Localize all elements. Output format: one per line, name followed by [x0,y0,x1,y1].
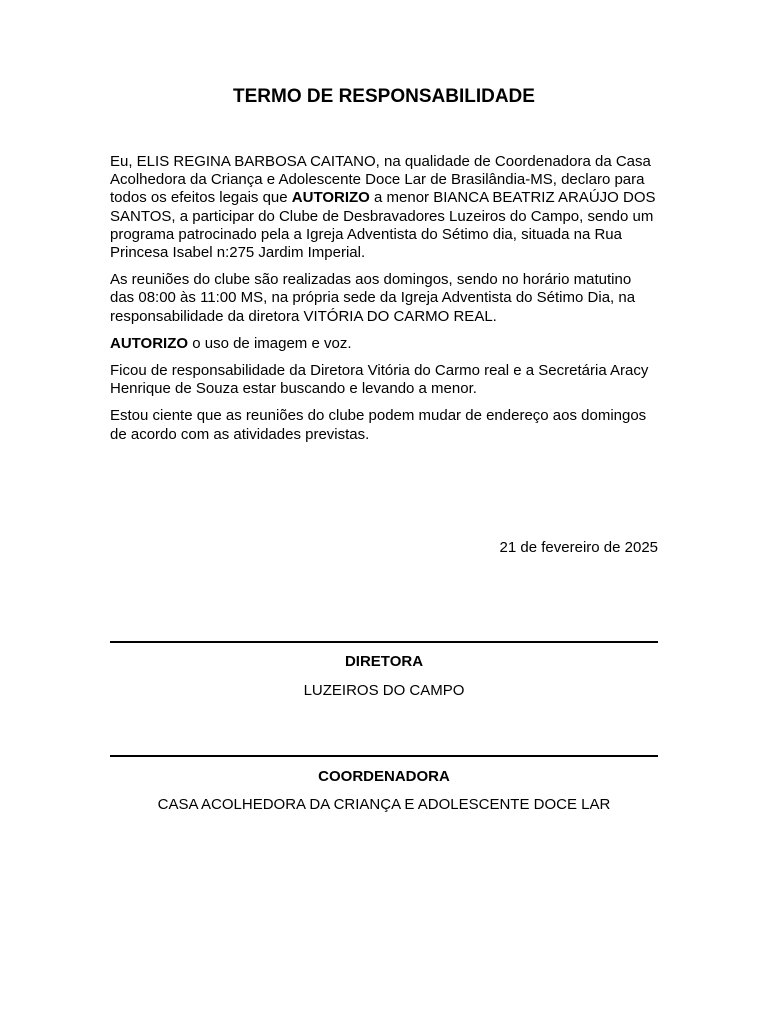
signature-role-director: DIRETORA [344,653,424,670]
document-date: 21 de fevereiro de 2025 [499,539,658,556]
signature-org-director: LUZEIROS DO CAMPO [303,682,465,699]
paragraph-responsibility: Ficou de responsabilidade da Diretora Vitória do Carmo real e a Secretária Aracy Henrique de Souza estar buscando e levando a menor. [110,362,649,398]
paragraph-meetings: As reuniões do clube são realizadas aos domingos, sendo no horário matutino das 08:00 às 11:00 MS, na própria sede da Igreja Adventista do Sétimo Dia, na responsabilidade da diretora VITÓRIA DO CARMO REAL. [110,271,636,325]
document-title: TERMO DE RESPONSABILIDADE [233,86,535,107]
signature-org-coordinator: CASA ACOLHEDORA DA CRIANÇA E ADOLESCENTE DOCE LAR [157,796,611,813]
signature-line-director [110,641,658,643]
paragraph-image-authorization [110,335,658,353]
paragraph-declaration [110,153,658,262]
signature-role-coordinator: COORDENADORA [318,768,450,785]
declaration-authorize-bold: AUTORIZO [291,189,370,207]
paragraph-address-change: Estou ciente que as reuniões do clube podem mudar de endereço aos domingos de acordo com as atividades previstas. [110,407,647,443]
declaration-text-part2: a menor BIANCA BEATRIZ ARAÚJO DOS SANTOS, a participar do Clube de Desbravadores Luzeiros do Campo, sendo um programa patrocinado pela a Igreja Adventista do Sétimo dia, situada na Rua Princesa Isabel n:275 Jardim Imperial. [110,189,656,262]
signature-line-coordinator [110,755,658,757]
image-authorize-bold: AUTORIZO [110,334,189,352]
image-authorize-text: o uso de imagem e voz. [188,334,352,352]
declaration-text-part1: Eu, ELIS REGINA BARBOSA CAITANO, na qualidade de Coordenadora da Casa Acolhedora da Criança e Adolescente Doce Lar de Brasilândia-MS, declaro para todos os efeitos legais que [110,153,651,207]
document-body [110,153,658,453]
